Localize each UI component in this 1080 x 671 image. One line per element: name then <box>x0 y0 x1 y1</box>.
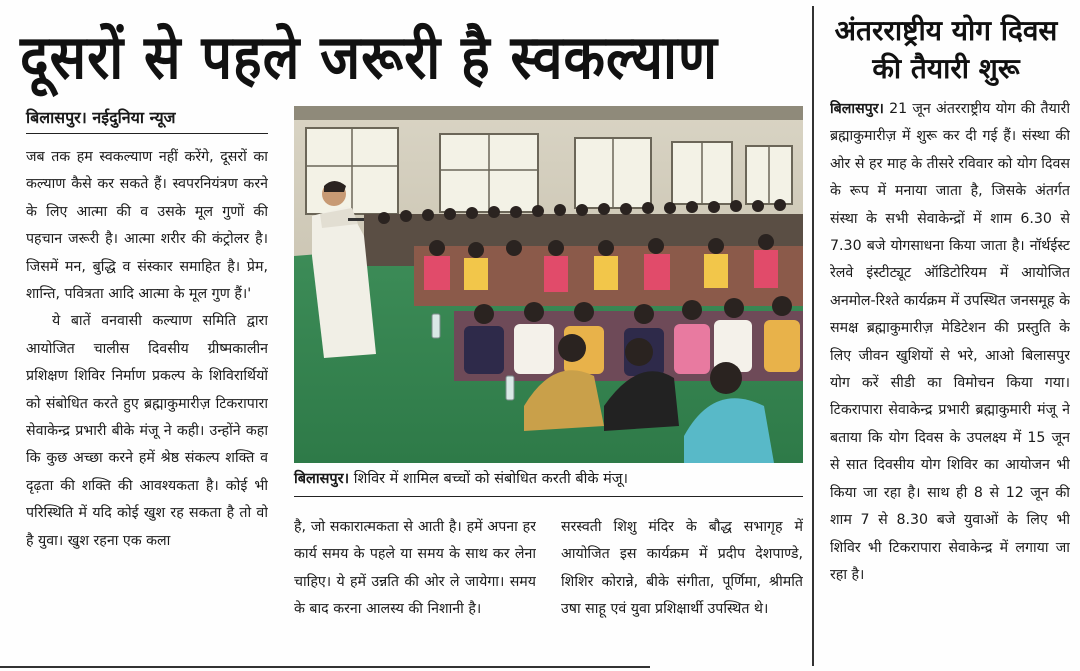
photo-caption <box>294 468 803 497</box>
main-story-para-2: ये बातें वनवासी कल्याण समिति द्वारा आयोजित चालीस दिवसीय ग्रीष्मकालीन प्रशिक्षण शिविर निर्माण प्रकल्प के शिविरार्थियों को संबोधित करते हुए ब्रह्माकुमारीज़ टिकरापारा सेवाकेन्द्र प्रभारी बीके मंजू ने कही। उन्होंने कहा कि कुछ अच्छा करने हमें श्रेष्ठ संकल्प शक्ति व दृढ़ता की शक्ति की आवश्यकता है। कोई भी परिस्थिति में यदि कोई खुश रह सकता है तो वो है युवा। खुश रहना एक कला <box>26 313 268 549</box>
main-story-column-1 <box>26 144 268 644</box>
side-story-title-line1: अंतरराष्ट्रीय योग दिवस <box>834 14 1058 47</box>
main-story-para-1: जब तक हम स्वकल्याण नहीं करेंगे, दूसरों का कल्याण कैसे कर सकते हैं। स्वपरनियंत्रण करने के लिए आत्मा की व उसके मूल गुणों की पहचान जरूरी है। आत्मा शरीर की कंट्रोलर है। जिसमें मन, बुद्धि व संस्कार समाहित है। प्रेम, शान्ति, पवित्रता आदि आत्मा के मूल गुण हैं।' <box>26 149 268 303</box>
photo-caption-place: बिलासपुर। <box>294 471 350 487</box>
side-story-body <box>830 96 1070 661</box>
main-story-column-3 <box>561 514 803 654</box>
main-story-col2-text: है, जो सकारात्मकता से आती है। हमें अपना हर कार्य समय के पहले या समय के साथ कर लेना चाहिए। ये हमें उन्नति की ओर ले जायेगा। समय के बाद करना आलस्य की निशानी है। <box>294 519 536 618</box>
main-story-col3-text: सरस्वती शिशु मंदिर के बौद्ध सभागृह में आयोजित इस कार्यक्रम में प्रदीप देशपाण्डे, शिशिर कोरान्ने, बीके संगीता, पूर्णिमा, श्रीमति उषा साहू एवं युवा प्रशिक्षार्थी उपस्थित थे। <box>561 519 803 618</box>
side-story-text: 21 जून अंतरराष्ट्रीय योग की तैयारी ब्रह्माकुमारीज़ में शुरू कर दी गई हैं। संस्था की ओर से हर माह के तीसरे रविवार को योग दिवस के रूप में मनाया जाता है, जिसके अंतर्गत संस्था के सभी सेवाकेन्द्रों में शाम 6.30 से 7.30 बजे योगसाधना किया जाता है। नॉर्थईस्ट रेलवे इंस्टीट्यूट ऑडिटोरियम में आयोजित अनमोल-रिश्ते कार्यक्रम में उपस्थित जनसमूह के समक्ष ब्रह्माकुमारीज़ मेडिटेशन की प्रस्तुति के लिए जीवन खुशियों से भरे, आओ बिलासपुर योग करें सीडी का विमोचन किया गया। टिकरापारा सेवाकेन्द्र प्रभारी ब्रह्माकुमारी मंजू ने बताया कि योग दिवस के उपलक्ष्य में 15 जून से सात दिवसीय योग शिविर का आयोजन भी किया जा रहा है। साथ ही 8 से 12 जून की शाम 7 से 8.30 बजे युवाओं के लिए भी शिविर भी टिकरापारा सेवाकेन्द्र में लगाया जा रहा है। <box>830 101 1070 583</box>
main-story-column-2 <box>294 514 536 654</box>
side-story-dateline: बिलासपुर। <box>830 101 884 117</box>
headline: दूसरों से पहले जरूरी है स्वकल्याण <box>20 21 719 93</box>
bottom-rule <box>0 666 650 668</box>
news-photo <box>294 106 803 463</box>
byline: बिलासपुर। नईदुनिया न्यूज <box>26 106 268 134</box>
side-story-title-line2: की तैयारी शुरू <box>872 52 1020 85</box>
side-story-divider <box>812 6 814 666</box>
side-story-title <box>815 12 1077 88</box>
photo-caption-text: शिविर में शामिल बच्चों को संबोधित करती बीके मंजू। <box>353 471 629 487</box>
